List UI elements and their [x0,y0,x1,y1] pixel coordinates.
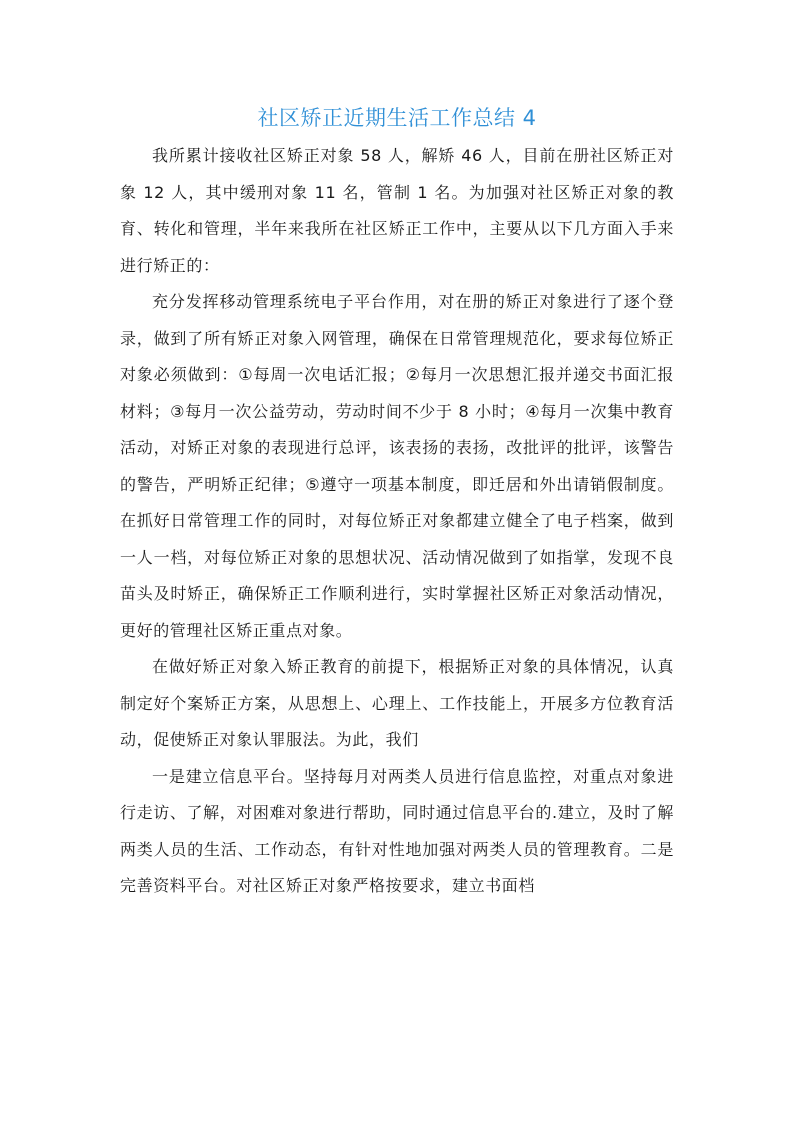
document-title: 社区矫正近期生活工作总结 4 [257,106,537,130]
paragraph-intro: 我所累计接收社区矫正对象 58 人，解矫 46 人，目前在册社区矫正对象 12 人，其中缓刑对象 11 名，管制 1 名。为加强对社区矫正对象的教育、转化和管理，半年来我所在社区矫正工作中，主要从以下几方面入手来进行矫正的： [120,146,674,275]
paragraph-management: 充分发挥移动管理系统电子平台作用，对在册的矫正对象进行了逐个登录，做到了所有矫正对象入网管理，确保在日常管理规范化，要求每位矫正对象必须做到：①每周一次电话汇报；②每月一次思想汇报并递交书面汇报材料；③每月一次公益劳动，劳动时间不少于 8 小时；④每月一次集中教育活动，对矫正对象的表现进行总评，该表扬的表扬，改批评的批评，该警告的警告，严明矫正纪律；⑤遵守一项基本制度，即迁居和外出请销假制度。在抓好日常管理工作的同时，对每位矫正对象都建立健全了电子档案，做到一人一档，对每位矫正对象的思想状况、活动情况做到了如指掌，发现不良苗头及时矫正，确保矫正工作顺利进行，实时掌握社区矫正对象活动情况，更好的管理社区矫正重点对象。 [120,292,674,640]
paragraph-platforms: 一是建立信息平台。坚持每月对两类人员进行信息监控，对重点对象进行走访、了解，对困难对象进行帮助，同时通过信息平台的.建立，及时了解两类人员的生活、工作动态，有针对性地加强对两类人员的管理教育。二是完善资料平台。对社区矫正对象严格按要求，建立书面档 [120,766,674,895]
paragraph-education: 在做好矫正对象入矫正教育的前提下，根据矫正对象的具体情况，认真制定好个案矫正方案，从思想上、心理上、工作技能上，开展多方位教育活动，促使矫正对象认罪服法。为此，我们 [120,657,674,749]
